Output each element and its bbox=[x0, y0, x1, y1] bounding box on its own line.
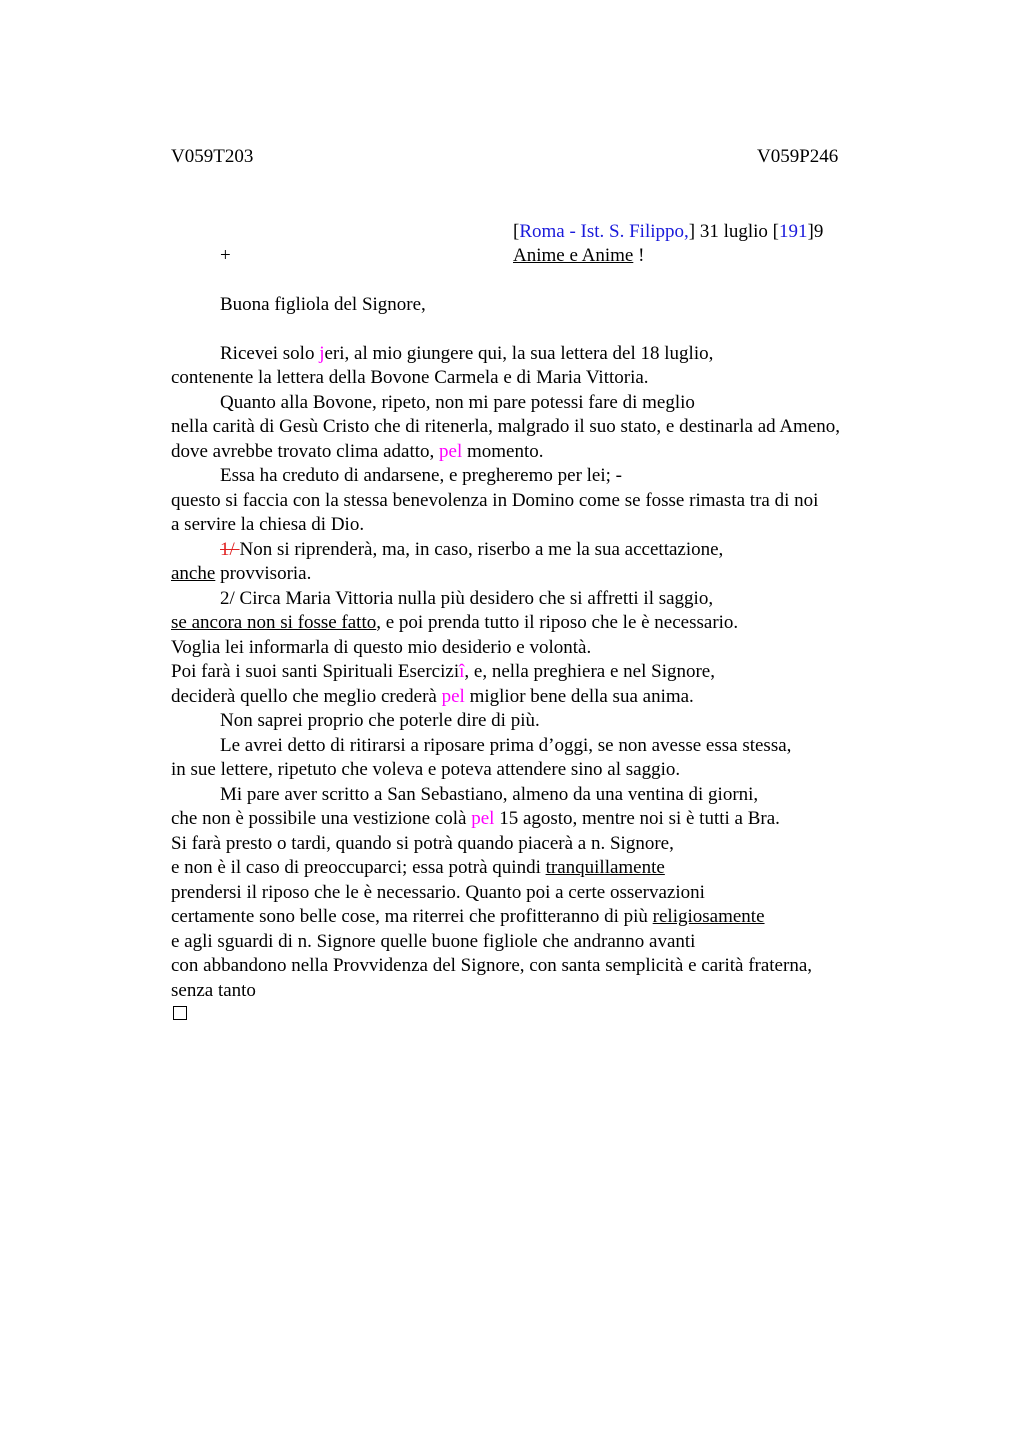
page-code-left: V059T203 bbox=[171, 146, 254, 167]
body-line: con abbandono nella Provvidenza del Signore, con santa semplicità e carità fraterna, bbox=[171, 955, 812, 976]
body-line bbox=[220, 343, 713, 365]
dateline-date: ] 31 luglio [ bbox=[688, 221, 780, 242]
body-line bbox=[171, 857, 665, 879]
body-line bbox=[171, 563, 311, 585]
body-line bbox=[220, 539, 723, 561]
text-segment: e non è il caso di preoccuparci; essa potrà quindi bbox=[171, 857, 546, 878]
variant-mark: pel bbox=[441, 686, 465, 707]
body-line: a servire la chiesa di Dio. bbox=[171, 514, 365, 535]
text-segment: miglior bene della sua anima. bbox=[464, 686, 694, 707]
body-line: Mi pare aver scritto a San Sebastiano, almeno da una ventina di giorni, bbox=[220, 784, 759, 805]
text-segment: Ricevei solo bbox=[220, 343, 320, 364]
body-line: Voglia lei informarla di questo mio desiderio e volontà. bbox=[171, 637, 592, 658]
body-line bbox=[171, 441, 544, 463]
underlined-text: tranquillamente bbox=[545, 857, 665, 878]
text-segment: Non si riprenderà, ma, in caso, riserbo a me la sua accettazione, bbox=[239, 539, 724, 560]
variant-mark: pel bbox=[439, 441, 463, 462]
body-line: prendersi il riposo che le è necessario. Quanto poi a certe osservazioni bbox=[171, 882, 705, 903]
text-segment: eri, al mio giungere qui, la sua lettera del 18 luglio, bbox=[324, 343, 714, 364]
underlined-text: anche bbox=[171, 563, 216, 584]
body-line: questo si faccia con la stessa benevolenza in Domino come se fosse rimasta tra di noi bbox=[171, 490, 819, 511]
cross-mark: + bbox=[220, 245, 231, 266]
body-line bbox=[171, 612, 738, 634]
page-code-right: V059P246 bbox=[757, 146, 839, 167]
underlined-text: se ancora non si fosse fatto bbox=[171, 612, 377, 633]
text-segment: deciderà quello che meglio crederà bbox=[171, 686, 442, 707]
text-segment: 15 agosto, mentre noi si è tutti a Bra. bbox=[494, 808, 780, 829]
body-line: contenente la lettera della Bovone Carmela e di Maria Vittoria. bbox=[171, 367, 649, 388]
text-segment: Poi farà i suoi santi Spirituali Esercizi bbox=[171, 661, 460, 682]
body-line bbox=[171, 808, 780, 830]
dateline-year-prefix: 191 bbox=[779, 221, 808, 242]
text-segment: dove avrebbe trovato clima adatto, bbox=[171, 441, 440, 462]
body-line: nella carità di Gesù Cristo che di ritenerla, malgrado il suo stato, e destinarla ad Ameno, bbox=[171, 416, 841, 437]
text-segment: momento. bbox=[462, 441, 544, 462]
text-segment: , e, nella preghiera e nel Signore, bbox=[464, 661, 715, 682]
body-line: Non saprei proprio che poterle dire di più. bbox=[220, 710, 540, 731]
body-line bbox=[171, 686, 694, 708]
body-line: Essa ha creduto di andarsene, e pregheremo per lei; - bbox=[220, 465, 622, 486]
motto bbox=[513, 245, 644, 267]
variant-mark: pel bbox=[471, 808, 495, 829]
body-line: in sue lettere, ripetuto che voleva e poteva attendere sino al saggio. bbox=[171, 759, 681, 780]
text-segment: certamente sono belle cose, ma riterrei che profitteranno di più bbox=[171, 906, 653, 927]
text-segment: , e poi prenda tutto il riposo che le è necessario. bbox=[376, 612, 739, 633]
motto-suffix: ! bbox=[633, 245, 645, 266]
body-line: Si farà presto o tardi, quando si potrà quando piacerà a n. Signore, bbox=[171, 833, 674, 854]
body-line bbox=[171, 906, 765, 928]
body-line: Le avrei detto di ritirarsi a riposare prima d’oggi, se non avesse essa stessa, bbox=[220, 735, 792, 756]
dateline-place: Roma - Ist. S. Filippo, bbox=[519, 221, 689, 242]
salutation: Buona figliola del Signore, bbox=[220, 294, 426, 315]
dateline-open-bracket: [ bbox=[513, 221, 520, 242]
empty-box-icon bbox=[173, 1006, 187, 1020]
variant-mark: î bbox=[459, 661, 465, 682]
variant-mark: j bbox=[319, 343, 325, 364]
underlined-text: religiosamente bbox=[652, 906, 765, 927]
deleted-text: 1/ bbox=[220, 539, 240, 560]
dateline-year-end: ]9 bbox=[807, 221, 824, 242]
motto-text: Anime e Anime bbox=[513, 245, 634, 266]
body-line: senza tanto bbox=[171, 980, 256, 1001]
dateline bbox=[513, 221, 823, 243]
text-segment: che non è possibile una vestizione colà bbox=[171, 808, 472, 829]
body-line bbox=[171, 661, 715, 683]
body-line: 2/ Circa Maria Vittoria nulla più desidero che si affretti il saggio, bbox=[220, 588, 714, 609]
body-line: Quanto alla Bovone, ripeto, non mi pare potessi fare di meglio bbox=[220, 392, 695, 413]
text-segment: provvisoria. bbox=[215, 563, 312, 584]
body-line: e agli sguardi di n. Signore quelle buone figliole che andranno avanti bbox=[171, 931, 696, 952]
